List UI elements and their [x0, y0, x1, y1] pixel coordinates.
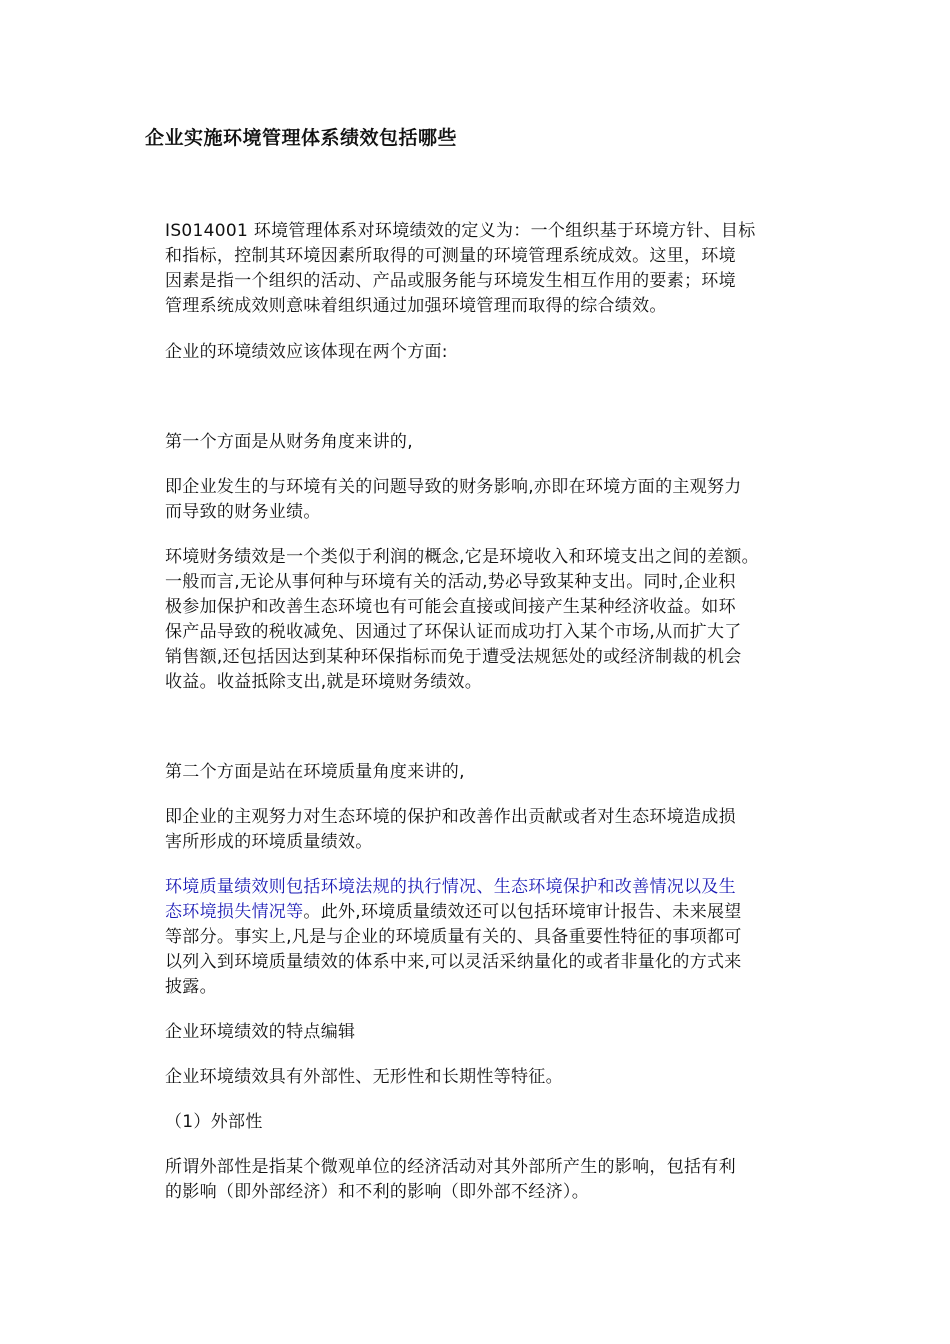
text-line: 因素是指一个组织的活动、产品或服务能与环境发生相互作用的要素；环境: [165, 271, 736, 291]
text-line: 即企业的主观努力对生态环境的保护和改善作出贡献或者对生态环境造成损: [165, 807, 736, 827]
text-line: 以列入到环境质量绩效的体系中来,可以灵活采纳量化的或者非量化的方式来: [165, 952, 742, 972]
text-line: 和指标，控制其环境因素所取得的可测量的环境管理系统成效。这里，环境: [165, 246, 736, 266]
text-line: 保产品导致的税收减免、因通过了环保认证而成功打入某个市场,从而扩大了: [165, 622, 742, 642]
paragraph-quality-performance: [165, 875, 825, 1000]
text-line: 企业环境绩效具有外部性、无形性和长期性等特征。: [165, 1067, 563, 1087]
section-heading-features: [165, 1020, 825, 1045]
text-line: 披露。: [165, 977, 217, 997]
text-line: 一般而言,无论从事何种与环境有关的活动,势必导致某种支出。同时,企业积: [165, 572, 736, 592]
paragraph-second-aspect: [165, 760, 825, 785]
document-title: 企业实施环境管理体系绩效包括哪些: [145, 127, 458, 149]
text-line: 销售额,还包括因达到某种环保指标而免于遭受法规惩处的或经济制裁的机会: [165, 647, 742, 667]
text-span: 。此外,环境质量绩效还可以包括环境审计报告、未来展望: [303, 902, 742, 922]
text-line: 第一个方面是从财务角度来讲的,: [165, 432, 413, 452]
paragraph-first-aspect: [165, 430, 825, 455]
text-line: 的影响（即外部经济）和不利的影响（即外部不经济）。: [165, 1182, 589, 1202]
text-line: IS014001 环境管理体系对环境绩效的定义为：一个组织基于环境方针、目标: [165, 221, 756, 241]
text-line: 所谓外部性是指某个微观单位的经济活动对其外部所产生的影响，包括有利: [165, 1157, 736, 1177]
text-line: 极参加保护和改善生态环境也有可能会直接或间接产生某种经济收益。如环: [165, 597, 736, 617]
text-line: 管理系统成效则意味着组织通过加强环境管理而取得的综合绩效。: [165, 296, 667, 316]
text-line: [165, 875, 825, 900]
list-item-externality: [165, 1110, 825, 1135]
highlighted-text: 环境质量绩效则包括环境法规的执行情况、生态环境保护和改善情况以及生: [165, 877, 736, 897]
paragraph-financial-performance: [165, 545, 825, 695]
text-line: [165, 900, 825, 925]
paragraph-two-aspects: [165, 340, 825, 365]
text-line: 环境财务绩效是一个类似于利润的概念,它是环境收入和环境支出之间的差额。: [165, 547, 759, 567]
text-line: 收益。收益抵除支出,就是环境财务绩效。: [165, 672, 483, 692]
text-line: 企业环境绩效的特点编辑: [165, 1022, 356, 1042]
text-line: （1）外部性: [165, 1112, 263, 1132]
paragraph-quality-contribution: [165, 805, 825, 855]
paragraph-iso-definition: [165, 219, 825, 319]
highlighted-text: 态环境损失情况等: [165, 902, 304, 922]
text-line: 等部分。事实上,凡是与企业的环境质量有关的、具备重要性特征的事项都可: [165, 927, 742, 947]
paragraph-financial-impact: [165, 475, 825, 525]
text-line: 而导致的财务业绩。: [165, 502, 321, 522]
text-line: 即企业发生的与环境有关的问题导致的财务影响,亦即在环境方面的主观努力: [165, 477, 742, 497]
text-line: 害所形成的环境质量绩效。: [165, 832, 373, 852]
paragraph-externality-definition: [165, 1155, 825, 1205]
paragraph-features-summary: [165, 1065, 825, 1090]
text-line: 第二个方面是站在环境质量角度来讲的,: [165, 762, 465, 782]
text-line: 企业的环境绩效应该体现在两个方面:: [165, 342, 448, 362]
